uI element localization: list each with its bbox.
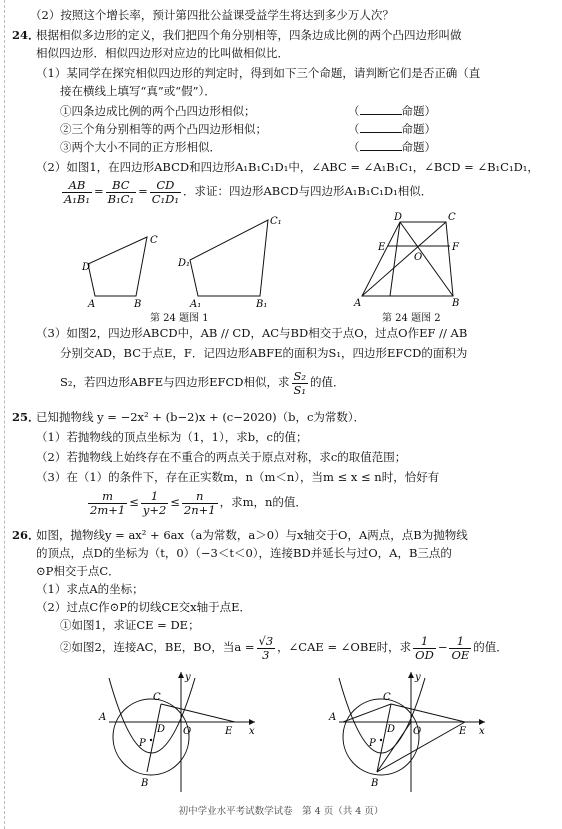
q26-text-a: 如图，抛物线y = ax² + 6ax（a为常数，a＞0）与x轴交于O，A两点，点B为抛物线 [36, 528, 468, 542]
figure-26-2 [325, 668, 495, 796]
q24-number: 24． [12, 28, 40, 42]
q26-part2b: ②如图2，连接AC，BE，BO，当a = $\frac{√3}{3}$ ，∠CAE = ∠OBE时，求 $\frac{1}{OD}$ − $\frac{1}{OE}$ 的值． [60, 633, 508, 662]
q23-part2: （2）按照这个增长率，预计第四批公益课受益学生将达到多少万人次？ [30, 8, 394, 22]
figure-24-1 [70, 210, 300, 322]
svg-text:P: P [139, 738, 146, 749]
svg-text:A₁: A₁ [190, 299, 202, 310]
svg-text:y: y [415, 672, 421, 683]
svg-text:x: x [479, 726, 485, 737]
svg-text:C: C [448, 212, 456, 223]
svg-text:E: E [378, 242, 386, 253]
q24-1-text-a: （1）某同学在探究相似四边形的判定时，得到如下三个命题，请判断它们是否正确（直 [36, 66, 481, 80]
svg-text:E: E [459, 726, 467, 737]
page-footer: 初中学业水平考试数学试卷 第 4 页（共 4 页） [178, 806, 384, 817]
fraction-cd: $\frac{CD}{\text{C₁D₁}}$ [151, 177, 179, 206]
svg-text:B: B [371, 778, 379, 789]
q25-number: 25． [12, 410, 40, 424]
figure-26-1 [95, 668, 265, 796]
q24-text-a: 根据相似多边形的定义，我们把四个角分别相等，四条边成比例的两个凸四边形叫做 [36, 28, 462, 42]
q24-text-b: 相似四边形．相似四边形对应边的比叫做相似比． [36, 46, 289, 60]
svg-text:P: P [369, 738, 376, 749]
svg-text:C₁: C₁ [270, 216, 282, 227]
answer-blank-2: （ 命题） [348, 122, 436, 136]
fraction-s2-s1: $\frac{\text{S₂}}{\text{S₁}}$ [293, 368, 307, 397]
q26-text-c: ⊙P相交于点C． [36, 564, 120, 578]
svg-text:O: O [414, 252, 423, 263]
q24-3-text-c: S₂，若四边形ABFE与四边形EFCD相似，求 $\frac{\text{S₂}}{\text{S₁}}$ 的值． [60, 368, 345, 397]
fraction-m: $\frac{m}{2m+1}$ [90, 488, 126, 517]
svg-text:A: A [354, 298, 362, 309]
proposition-1: ①四条边成比例的两个凸四边形相似； [60, 104, 256, 118]
fraction-n: $\frac{n}{2n+1}$ [183, 488, 216, 517]
q24-2-ratio: $\frac{AB}{\text{A₁B₁}}$ = $\frac{BC}{\text{B₁C₁}}$ = $\frac{CD}{\text{C₁D₁}}$ ．求证：四边形ABCD与四边形A₁B₁C₁D₁相似． [64, 177, 433, 206]
q24-2-text-a: （2）如图1，在四边形ABCD和四边形A₁B₁C₁D₁中，∠ABC = ∠A₁B₁C₁，∠BCD = ∠B₁C₁D₁， [36, 160, 539, 174]
svg-text:B: B [134, 299, 142, 310]
fraction-bc: $\frac{BC}{\text{B₁C₁}}$ [107, 177, 135, 206]
q26-part1: （1）求点A的坐标； [36, 582, 144, 596]
svg-text:A: A [329, 712, 337, 723]
fraction-a-value: $\frac{√3}{3}$ [258, 633, 274, 662]
svg-text:D: D [82, 262, 91, 273]
svg-text:y: y [185, 672, 191, 683]
fraction-y: $\frac{1}{y+2}$ [142, 488, 167, 517]
figure-24-2 [350, 208, 470, 312]
svg-text:O: O [183, 726, 192, 737]
q25-part1: （1）若抛物线的顶点坐标为（1，1），求b，c的值； [36, 430, 308, 444]
q26-text-b: 的顶点，点D的坐标为（t，0）（−3＜t＜0），连接BD并延长与过O，A，B三点的 [36, 546, 452, 560]
q26-part2a: ①如图1，求证CE = DE； [60, 618, 200, 632]
q25-text: 已知抛物线 y = −2x² + (b−2)x + (c−2020)（b，c为常数）． [36, 410, 366, 424]
svg-text:B: B [141, 778, 149, 789]
caption-figure-1: 第 24 题图 1 [150, 313, 209, 324]
proposition-2: ②三个角分别相等的两个凸四边形相似； [60, 122, 267, 136]
svg-text:O: O [413, 726, 422, 737]
fraction-1-od: $\frac{1}{OD}$ [415, 633, 434, 662]
answer-blank-1: （ 命题） [348, 104, 436, 118]
svg-text:D: D [157, 724, 166, 735]
q25-inequality: $\frac{m}{2m+1}$ ≤ $\frac{1}{y+2}$ ≤ $\frac{n}{2n+1}$ ，求m，n的值． [90, 488, 307, 517]
fraction-1-oe: $\frac{1}{OE}$ [451, 633, 470, 662]
q26-part2: （2）过点C作⊙P的切线CE交x轴于点E． [36, 600, 252, 614]
svg-text:C: C [153, 692, 161, 703]
svg-text:F: F [452, 242, 459, 253]
svg-text:D₁: D₁ [178, 258, 191, 269]
svg-text:D: D [394, 212, 403, 223]
svg-text:C: C [150, 235, 158, 246]
svg-text:A: A [99, 712, 107, 723]
caption-figure-2: 第 24 题图 2 [382, 313, 441, 324]
q25-part3: （3）在（1）的条件下，存在正实数m，n（m＜n），当m ≤ x ≤ n时，恰好有 [36, 470, 440, 484]
svg-text:D: D [387, 724, 396, 735]
svg-text:C: C [383, 692, 391, 703]
q24-3-text-a: （3）如图2，四边形ABCD中，AB // CD，AC与BD相交于点O，过点O作EF // AB [36, 326, 468, 340]
fraction-ab: $\frac{AB}{\text{A₁B₁}}$ [64, 177, 90, 206]
svg-text:B₁: B₁ [256, 299, 268, 310]
svg-text:B: B [452, 298, 460, 309]
q25-part2: （2）若抛物线上始终存在不重合的两点关于原点对称，求c的取值范围； [36, 450, 407, 464]
q24-1-text-b: 接在横线上填写“真”或“假”）． [60, 84, 216, 98]
margin-line [4, 0, 5, 829]
q26-number: 26． [12, 528, 40, 542]
svg-text:A: A [88, 299, 96, 310]
svg-text:E: E [225, 726, 233, 737]
svg-text:x: x [249, 726, 255, 737]
answer-blank-3: （ 命题） [348, 140, 436, 154]
q24-3-text-b: 分别交AD，BC于点E，F．记四边形ABFE的面积为S₁，四边形EFCD的面积为 [60, 346, 468, 360]
proposition-3: ③两个大小不同的正方形相似． [60, 140, 221, 154]
